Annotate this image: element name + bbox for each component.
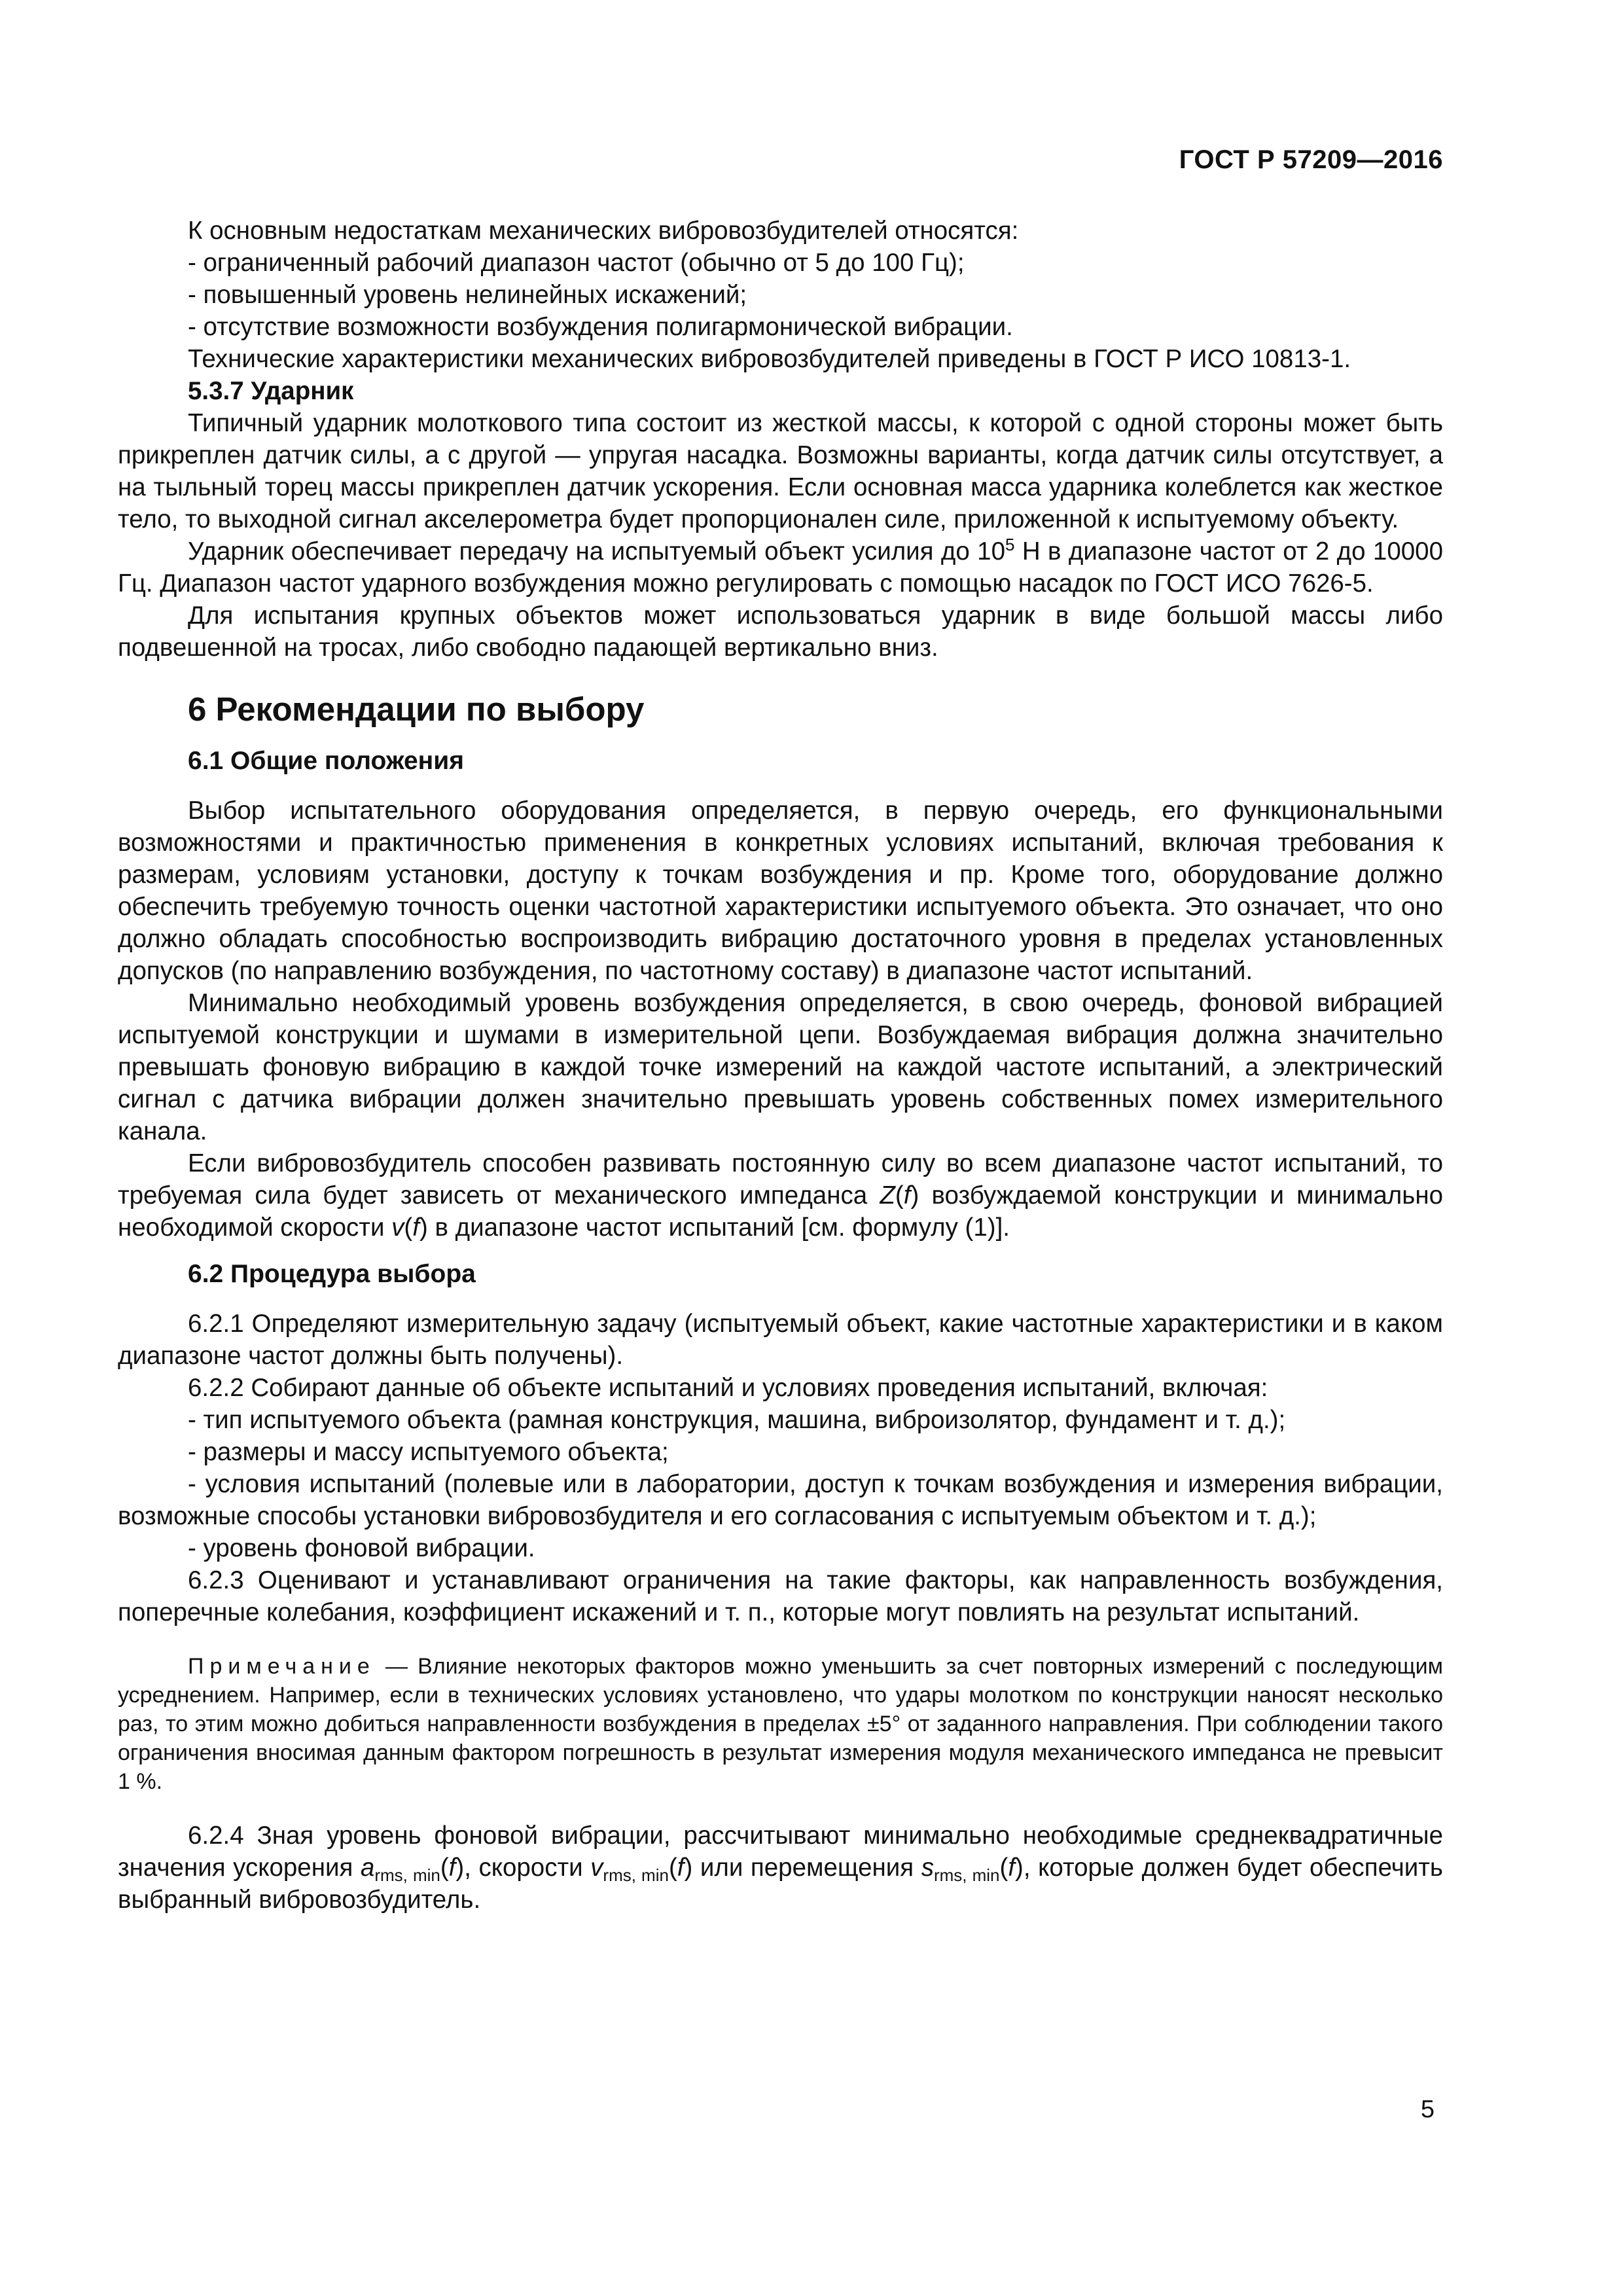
symbol-f: f	[903, 1181, 911, 1210]
text-run: , которые должен будет обеспечить выбранный вибровозбудитель.	[118, 1854, 1443, 1914]
symbol-v: v	[391, 1213, 404, 1242]
symbol-f: f	[412, 1213, 419, 1242]
list-item: - размеры и массу испытуемого объекта;	[188, 1438, 669, 1466]
text-run: или перемещения	[692, 1854, 921, 1882]
paragraph-hammer-2	[118, 535, 1443, 600]
paragraph-hammer-3: Для испытания крупных объектов может использоваться ударник в виде большой массы либо подвешенной на тросах, либо свободно падающей вертикально вниз.	[118, 601, 1443, 662]
note-text: — Влияние некоторых факторов можно уменьшить за счет повторных измерений с последующим усреднением. Например, если в технических условиях установлено, что удары молотком по конструкции наносят несколько раз, то этим можно добиться направленности возбуждения в пределах ±5° от заданного направления. При соблюдении такого ограничения вносимая данным фактором погрешность в результат измерения модуля механического импеданса не превысит 1 %.	[118, 1654, 1443, 1794]
paragraph-6-2-4: 6.2.4 Зная уровень фоновой вибрации, рассчитывают минимально необходимые среднеквадратичные значения ускорения $a_{rms, min}(f)$, скорости $v_{rms, min}(f)$ или перемещения $s_{rms, min}(f)$, которые должен будет обеспечить выбранный вибровозбудитель.	[118, 1821, 1443, 1914]
paragraph-6-2-1: 6.2.1 Определяют измерительную задачу (испытуемый объект, какие частотные характеристики и в каком диапазоне частот должны быть получены).	[118, 1310, 1443, 1370]
text-run: (	[895, 1181, 904, 1210]
symbol-a: a	[360, 1854, 375, 1882]
subsection-title-6-2: 6.2 Процедура выбора	[188, 1260, 476, 1288]
section-title-6: 6 Рекомендации по выбору	[188, 691, 645, 728]
text-run: (	[404, 1213, 413, 1242]
paragraph-6-1-2: Минимально необходимый уровень возбуждения определяется, в свою очередь, фоновой вибрацией испытуемой конструкции и шумами в измерительной цепи. Возбуждаемая вибрация должна значительно превышать фоновую вибрацию в каждой точке измерений на каждой частоте испытаний, а электрический сигнал с датчика вибрации должен значительно превышать уровень собственных помех измерительного канала.	[118, 989, 1443, 1145]
page-number: 5	[1420, 2096, 1435, 2123]
note-label: Примечание	[188, 1654, 376, 1679]
text-run: Н в диапазоне частот от 2 до 10000 Гц. Диапазон частот ударного возбуждения можно регулировать с помощью насадок по ГОСТ ИСО 7626-5.	[118, 537, 1443, 598]
list-item: - ограниченный рабочий диапазон частот (обычно от 5 до 100 Гц);	[188, 249, 965, 277]
superscript: 5	[1005, 535, 1015, 554]
document-header: ГОСТ Р 57209—2016	[1179, 145, 1443, 174]
paragraph-6-1-3	[118, 1147, 1443, 1244]
subsection-title-6-1: 6.1 Общие положения	[188, 747, 464, 775]
text-run: ) возбуждаемой конструкции и минимально необходимой скорости	[118, 1181, 1444, 1242]
list-item: - условия испытаний (полевые или в лаборатории, доступ к точкам возбуждения и измерения вибрации, возможные способы установки вибровозбудителя и его согласования с испытуемым объектом и т. д.);	[118, 1470, 1443, 1530]
symbol-f: f	[677, 1854, 685, 1882]
subscript: rms, min	[374, 1865, 440, 1885]
subscript: rms, min	[603, 1865, 669, 1885]
symbol-v: v	[590, 1854, 603, 1882]
paragraph-6-2-3: 6.2.3 Оценивают и устанавливают ограничения на такие факторы, как направленность возбуждения, поперечные колебания, коэффициент искажений и т. п., которые могут повлиять на результат испытаний.	[118, 1566, 1443, 1626]
paragraph-6-2-2: 6.2.2 Собирают данные об объекте испытаний и условиях проведения испытаний, включая:	[188, 1374, 1268, 1402]
paragraph-tech-specs: Технические характеристики механических вибровозбудителей приведены в ГОСТ Р ИСО 10813-1.	[188, 345, 1351, 373]
document-body	[118, 215, 1443, 1916]
paragraph-6-1-1: Выбор испытательного оборудования определяется, в первую очередь, его функциональными возможностями и практичностью применения в конкретных условиях испытаний, включая требования к размерам, условиям установки, доступу к точкам возбуждения и пр. Кроме того, оборудование должно обеспечить требуемую точность оценки частотной характеристики испытуемого объекта. Это означает, что оно должно обладать способностью воспроизводить вибрацию достаточного уровня в пределах установленных допусков (по направлению возбуждения, по частотному составу) в диапазоне частот испытаний.	[118, 797, 1443, 985]
symbol-f: f	[1008, 1854, 1016, 1882]
subscript: rms, min	[933, 1865, 1000, 1885]
list-item: - повышенный уровень нелинейных искажений;	[188, 281, 747, 309]
list-item: - тип испытуемого объекта (рамная конструкция, машина, виброизолятор, фундамент и т. д.);	[188, 1406, 1286, 1434]
note-block	[118, 1652, 1443, 1796]
symbol-f: f	[448, 1854, 456, 1882]
subsection-title-5-3-7: 5.3.7 Ударник	[188, 377, 354, 405]
symbol-s: s	[921, 1854, 934, 1882]
text-run: ) в диапазоне частот испытаний [см. формулу (1)].	[419, 1213, 1010, 1242]
list-item: - уровень фоновой вибрации.	[188, 1534, 535, 1562]
list-item: - отсутствие возможности возбуждения полигармонической вибрации.	[188, 313, 1013, 341]
text-run: Если вибровозбудитель способен развивать постоянную силу во всем диапазоне частот испытаний, то требуемая сила будет зависеть от механического импеданса	[118, 1149, 1443, 1210]
text-run: 6.2.4 Зная уровень фоновой вибрации, рассчитывают минимально необходимые среднеквадратичные значения ускорения	[118, 1821, 1443, 1882]
paragraph-disadvantages-intro: К основным недостаткам механических вибровозбудителей относятся:	[188, 217, 1019, 245]
text-run: , скорости	[464, 1854, 591, 1882]
symbol-z: Z	[880, 1181, 895, 1210]
paragraph-hammer-1: Типичный ударник молоткового типа состоит из жесткой массы, к которой с одной стороны может быть прикреплен датчик силы, а с другой — упругая насадка. Возможны варианты, когда датчик силы отсутствует, а на тыльный торец массы прикреплен датчик ускорения. Если основная масса ударника колеблется как жесткое тело, то выходной сигнал акселерометра будет пропорционален силе, приложенной к испытуемому объекту.	[118, 409, 1443, 533]
text-run: Ударник обеспечивает передачу на испытуемый объект усилия до 10	[188, 537, 1005, 565]
